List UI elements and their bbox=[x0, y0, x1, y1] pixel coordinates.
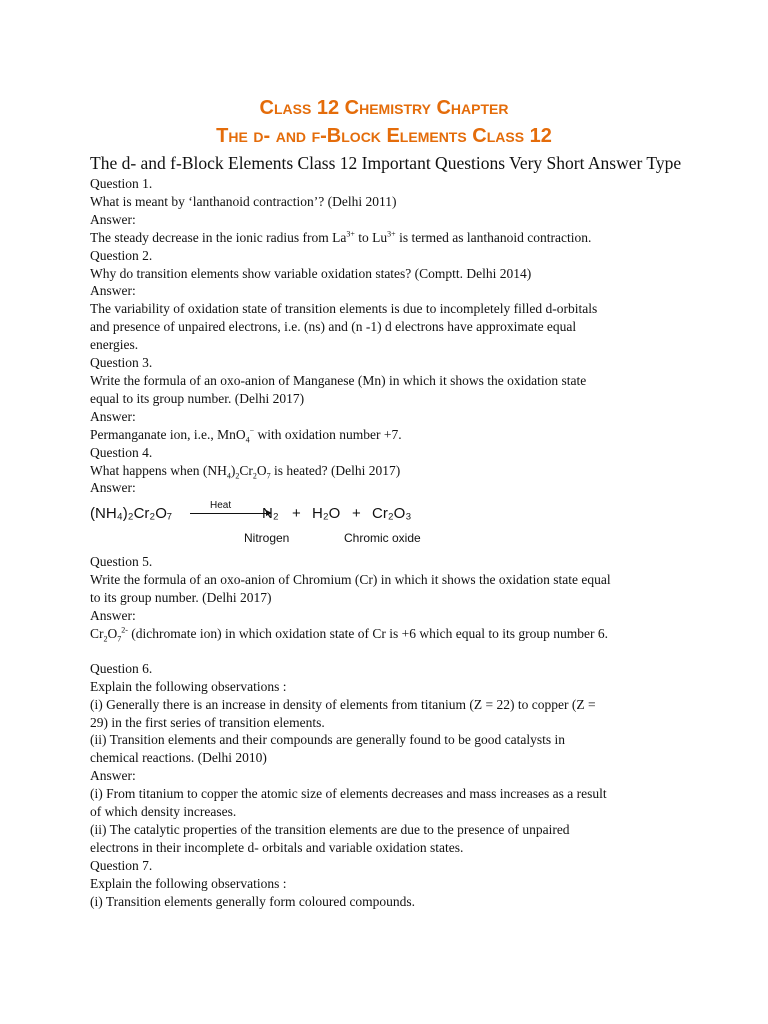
answer-1-label: Answer: bbox=[90, 211, 136, 227]
chemical-equation bbox=[90, 497, 690, 553]
question-2-text: Why do transition elements show variable oxidation states? (Comptt. Delhi 2014) bbox=[90, 265, 532, 281]
question-6-line: (i) Generally there is an increase in density of elements from titanium (Z = 22) to copper (Z = bbox=[90, 696, 596, 712]
answer-6-line: electrons in their incomplete d- orbitals and variable oxidation states. bbox=[90, 839, 464, 855]
page-title: Class 12 Chemistry Chapter bbox=[259, 97, 509, 119]
question-3-text: equal to its group number. (Delhi 2017) bbox=[90, 390, 305, 406]
question-1-text: What is meant by ‘lanthanoid contraction’? (Delhi 2011) bbox=[90, 193, 397, 209]
equation-plus: + bbox=[352, 505, 361, 523]
question-6-line: 29) in the first series of transition elements. bbox=[90, 714, 325, 730]
question-2-label: Question 2. bbox=[90, 247, 153, 263]
answer-6-label: Answer: bbox=[90, 768, 136, 784]
answer-2-line: The variability of oxidation state of transition elements is due to incompletely filled d-orbitals bbox=[90, 301, 598, 317]
question-6-line: chemical reactions. (Delhi 2010) bbox=[90, 750, 267, 766]
answer-3-text: Permanganate ion, i.e., MnO$_4$− with oxidation number +7. bbox=[90, 426, 402, 445]
question-7-line: (i) Transition elements generally form coloured compounds. bbox=[90, 893, 416, 909]
answer-2-line: energies. bbox=[90, 337, 139, 353]
document-body bbox=[90, 151, 690, 911]
equation-label-chromic-oxide: Chromic oxide bbox=[344, 531, 421, 546]
question-7-line: Explain the following observations : bbox=[90, 875, 287, 891]
answer-6-line: (i) From titanium to copper the atomic size of elements decreases and mass increases as a result bbox=[90, 786, 607, 802]
equation-condition: Heat bbox=[210, 500, 232, 512]
spacer bbox=[90, 643, 690, 660]
question-6-line: (ii) Transition elements and their compounds are generally found to be good catalysts in bbox=[90, 732, 566, 748]
answer-5-text: $Cr_2O_7^{2-}$ (dichromate ion) in which oxidation state of Cr is +6 which equal to its group number 6. bbox=[90, 625, 608, 644]
answer-6-line: (ii) The catalytic properties of the transition elements are due to the presence of unpaired bbox=[90, 822, 570, 837]
answer-6-line: of which density increases. bbox=[90, 804, 237, 820]
question-4-label: Question 4. bbox=[90, 444, 153, 460]
question-5-text: to its group number. (Delhi 2017) bbox=[90, 590, 272, 606]
equation-plus: + bbox=[292, 505, 301, 523]
question-5-text: Write the formula of an oxo-anion of Chromium (Cr) in which it shows the oxidation state equal bbox=[90, 572, 611, 588]
section-heading: The d- and f-Block Elements Class 12 Important Questions Very Short Answer Type bbox=[90, 153, 682, 173]
reaction-arrow-icon bbox=[190, 513, 270, 514]
question-6-line: Explain the following observations : bbox=[90, 678, 287, 694]
answer-4-label: Answer: bbox=[90, 480, 136, 496]
answer-2-label: Answer: bbox=[90, 283, 136, 299]
question-6-label: Question 6. bbox=[90, 660, 153, 676]
equation-product-3: Cr₂O₃ bbox=[372, 505, 412, 523]
question-1-label: Question 1. bbox=[90, 176, 153, 191]
equation-label-nitrogen: Nitrogen bbox=[244, 531, 290, 546]
question-7-label: Question 7. bbox=[90, 857, 153, 873]
answer-3-label: Answer: bbox=[90, 408, 136, 424]
equation-product-2: H₂O bbox=[312, 505, 341, 523]
answer-2-line: and presence of unpaired electrons, i.e. (ns) and (n -1) d electrons have approximate equal bbox=[90, 319, 577, 335]
equation-product-1: N₂ bbox=[262, 505, 279, 523]
question-3-label: Question 3. bbox=[90, 355, 153, 371]
question-3-text: Write the formula of an oxo-anion of Manganese (Mn) in which it shows the oxidation state bbox=[90, 372, 587, 388]
answer-5-label: Answer: bbox=[90, 608, 136, 624]
page-subtitle: The d- and f-Block Elements Class 12 bbox=[216, 125, 552, 147]
equation-reactant: (NH₄)₂Cr₂O₇ bbox=[90, 505, 173, 523]
question-5-label: Question 5. bbox=[90, 554, 153, 570]
answer-1-text: The steady decrease in the ionic radius from $La^{3+}$ to $Lu^{3+}$ is termed as lanthanoid contraction. bbox=[90, 229, 592, 245]
question-4-text: What happens when $(NH_4)_2Cr_2O_7$ is heated? (Delhi 2017) bbox=[90, 462, 401, 481]
